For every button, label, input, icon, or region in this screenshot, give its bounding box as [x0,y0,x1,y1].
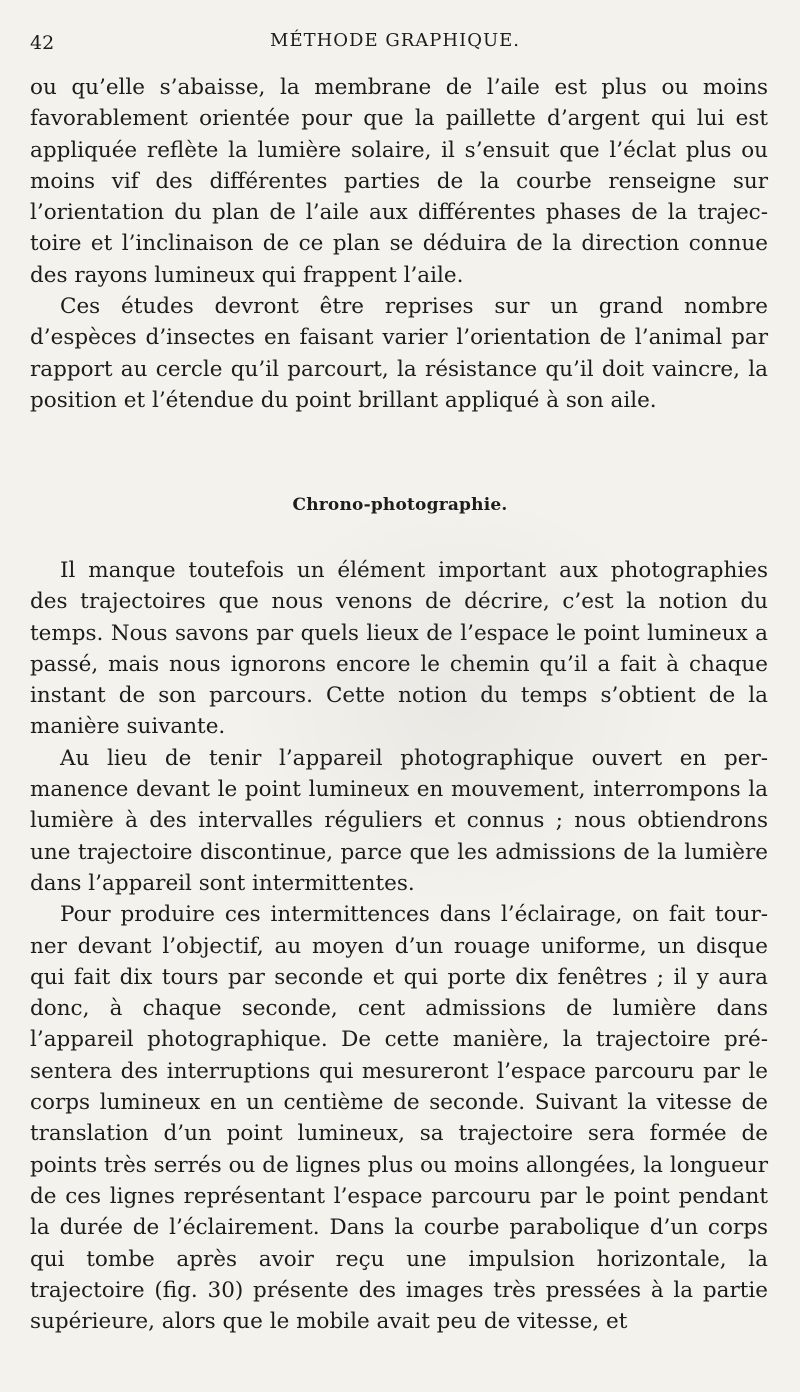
page-number: 42 [30,32,55,54]
section-heading: Chrono-photographie. [292,495,508,515]
paragraph: Il manque toutefois un élément important aux photographies des trajectoires que nous venons de décrire, c’est la notion du temps. Nous savons par quels lieux de l’espace le point lumineux a passé, mais nous ignorons encore le chemin qu’il a fait à chaque instant de son parcours. Cette notion du temps s’obtient de la manière suivante. [30,558,768,740]
text-block-continuation [30,72,768,416]
paragraph: Au lieu de tenir l’appareil photographique ouvert en permanence devant le point lumineux en mouvement, interrompons la lumière à des intervalles réguliers et connus ; nous obtiendrons une trajectoire discontinue, parce que les admissions de la lumière dans l’appareil sont intermittentes. [30,745,768,896]
paragraph: Ces études devront être reprises sur un grand nombre d’espèces d’insectes en faisant varier l’orientation de l’animal par rapport au cercle qu’il parcourt, la résistance qu’il doit vaincre, la position et l’étendue du point brillant appliqué à son aile. [30,294,768,413]
page-header [30,30,760,60]
running-title: MÉTHODE GRAPHIQUE. [270,30,520,51]
text-block-chrono-photographie [30,555,768,1337]
paragraph: Pour produire ces intermittences dans l’éclairage, on fait tourner devant l’objectif, au moyen d’un rouage uniforme, un disque qui fait dix tours par seconde et qui porte dix fenêtres ; il y aura donc, à chaque seconde, cent admissions de lumière dans l’appareil photographique. De cette manière, la trajectoire présentera des interruptions qui mesureront l’espace parcouru par le corps lumineux en un centième de seconde. Suivant la vitesse de translation d’un point lumineux, sa trajectoire sera formée de points très serrés ou de lignes plus ou moins allongées, la longueur de ces lignes représentant l’espace parcouru par le point pendant la durée de l’éclairement. Dans la courbe parabolique d’un corps qui tombe après avoir reçu une impulsion horizontale, la trajectoire (fig. 30) présente des images très pressées à la partie supérieure, alors que le mobile avait peu de vitesse, et [30,902,768,1335]
paragraph: ou qu’elle s’abaisse, la membrane de l’aile est plus ou moins favorablement orientée pour que la paillette d’argent qui lui est appliquée reflète la lumière solaire, il s’ensuit que l’éclat plus ou moins vif des différentes parties de la courbe renseigne sur l’orientation du plan de l’aile aux différentes phases de la trajectoire et l’inclinaison de ce plan se déduira de la direction connue des rayons lumineux qui frappent l’aile. [30,75,768,288]
